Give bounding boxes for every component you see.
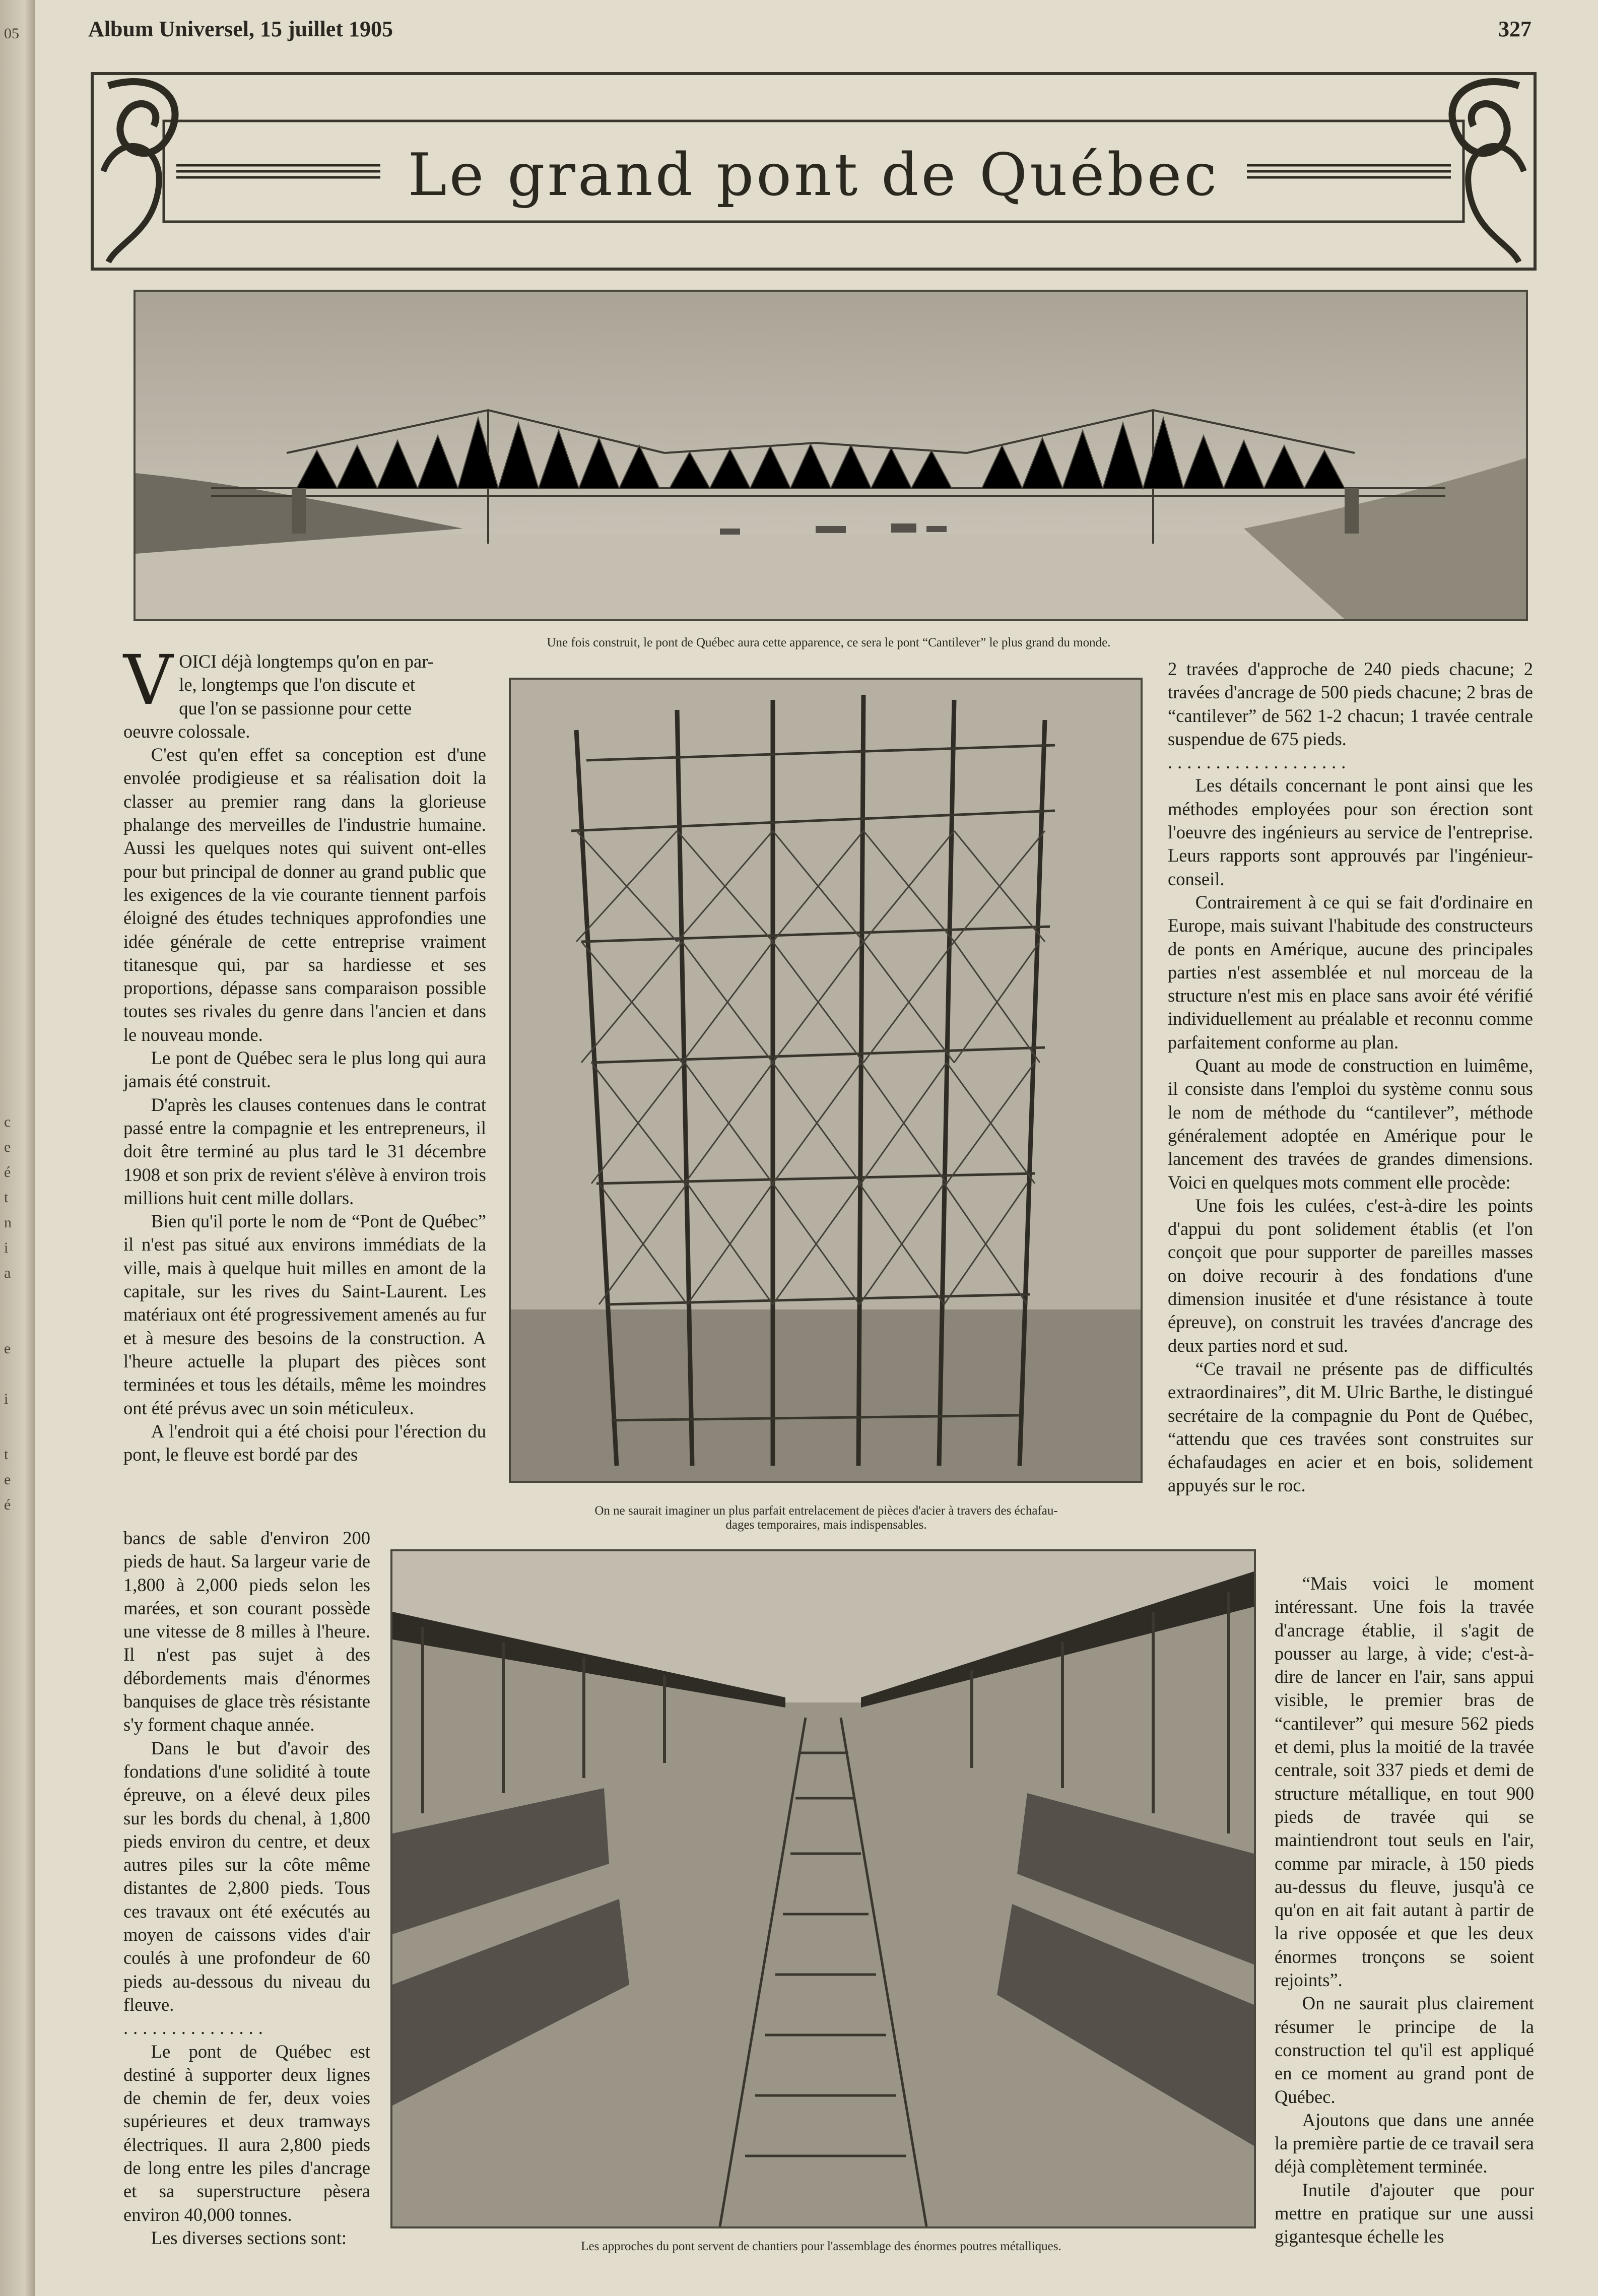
binding-text-fragment: t: [4, 1446, 9, 1463]
column-1-lower: [123, 1527, 370, 2250]
paragraph: 2 travées d'approche de 240 pieds chacune; 2 travées d'ancrage de 500 pieds chacune; 2 bras de “cantilever” de 562 1-2 chacun; 1 travée centrale suspendue de 675 pieds.: [1168, 659, 1533, 749]
bridge-panorama-photo: [134, 290, 1528, 621]
binding-text-fragment: é: [4, 1164, 11, 1180]
column-1-upper: [123, 641, 486, 1466]
paragraph: Les détails concernant le pont ainsi que les méthodes employées pour son érection sont l'oeuvre des ingénieurs au service de l'entreprise. Leurs rapports sont approuvés par l'ingénieur-conseil.: [1168, 775, 1533, 889]
panorama-caption: Une fois construit, le pont de Québec aura cette apparence, ce sera le pont “Cantilever” le plus grand du monde.: [547, 636, 1111, 649]
ellipsis-separator: ...............: [123, 2017, 268, 2039]
text-line: le, longtemps que l'on discute et: [179, 674, 416, 695]
column-3-upper: [1168, 658, 1533, 1497]
scaffolding-photo: [509, 678, 1143, 1483]
article-title: Le grand pont de Québec: [408, 141, 1220, 209]
title-banner: [88, 71, 1539, 272]
girder-yard-photo: [390, 1549, 1256, 2228]
book-binding-edge: [0, 0, 35, 2296]
text-line: que l'on se passionne pour cette: [179, 697, 412, 718]
paragraph: Le pont de Québec est destiné à supporter deux lignes de chemin de fer, deux voies supérieures et deux tramways électriques. Il aura 2,800 pieds de long entre les piles d'ancrage et sa superstructure pèsera environ 40,000 tonnes.: [123, 2041, 370, 2225]
paragraph: Dans le but d'avoir des fondations d'une solidité à toute épreuve, on a élevé deux piles sur les bords du chenal, à 1,800 pieds environ du centre, et deux autres piles sur la côte même distantes de 2,800 pieds. Tous ces travaux ont été exécutés au moyen de caissons vides d'air coulés à une profondeur de 60 pieds au-dessous du niveau du fleuve.: [123, 1737, 370, 2015]
paragraph: D'après les clauses contenues dans le contrat passé entre la compagnie et les entrepreneurs, il doit être terminé au plus tard le 31 décembre 1908 et son prix de revient s'élève à environ trois millions huit cent mille dollars.: [123, 1094, 486, 1208]
binding-text-fragment: c: [4, 1113, 11, 1130]
paragraph: Bien qu'il porte le nom de “Pont de Québec” il n'est pas situé aux environs immédiats de la ville, mais à quelque huit milles en amont de la capitale, sur les rives du Saint-Laurent. Les matériaux ont été progressivement amenés au fur et à mesure des besoins de la construction. A l'heure actuelle la plupart des pièces sont terminées et tous les détails, même les moindres ont été prévus avec un soin méticuleux.: [123, 1211, 486, 1418]
binding-text-fragment: a: [4, 1265, 11, 1281]
caption-line: On ne saurait imaginer un plus parfait entrelacement de pièces d'acier à travers des échafau-: [594, 1504, 1058, 1518]
paragraph: “Ce travail ne présente pas de difficultés extraordinaires”, dit M. Ulric Barthe, le distingué secrétaire de la compagnie du Pont de Québec, “attendu que ces travées sont construites sur échafaudages en acier et en bois, solidement appuyés sur le roc.: [1168, 1358, 1533, 1496]
paragraph: On ne saurait plus clairement résumer le principe de la construction tel qu'il est appliqué en ce moment au grand pont de Québec.: [1275, 1993, 1534, 2107]
binding-text-fragment: 05: [4, 25, 19, 42]
scaffolding-caption: [494, 1504, 1159, 1532]
ellipsis-separator: ...................: [1168, 752, 1351, 773]
drop-cap: V: [123, 641, 173, 720]
paragraph: Le pont de Québec sera le plus long qui aura jamais été construit.: [123, 1047, 486, 1092]
binding-text-fragment: e: [4, 1139, 11, 1155]
caption-line: dages temporaires, mais indispensables.: [725, 1518, 927, 1532]
binding-text-fragment: i: [4, 1391, 9, 1407]
text-line: OICI déjà longtemps qu'on en par-: [179, 651, 434, 672]
binding-text-fragment: t: [4, 1189, 9, 1206]
binding-text-fragment: é: [4, 1496, 11, 1513]
binding-text-fragment: e: [4, 1340, 11, 1357]
running-head: [88, 16, 1532, 46]
page-number: 327: [1498, 17, 1532, 41]
paragraph: Les diverses sections sont:: [151, 2227, 347, 2248]
binding-text-fragment: i: [4, 1239, 9, 1256]
text-line: oeuvre colossale.: [123, 720, 250, 742]
paragraph: Quant au mode de construction en luimême, il consiste dans l'emploi du système connu sous le nom de méthode du “cantilever”, méthode généralement adoptée en Amérique pour le lancement des travées de grandes dimensions. Voici en quelques mots comment elle procède:: [1168, 1055, 1533, 1193]
binding-text-fragment: e: [4, 1471, 11, 1488]
publication-date: Album Universel, 15 juillet 1905: [88, 17, 393, 41]
paragraph: Contrairement à ce qui se fait d'ordinaire en Europe, mais suivant l'habitude des constructeurs de ponts en Amérique, aucune des principales parties n'est assemblée et nul morceau de la structure n'est mis en place sans avoir été vérifié individuellement au préalable et reconnu comme parfaitement conforme au plan.: [1168, 891, 1533, 1053]
binding-text-fragment: n: [4, 1214, 12, 1231]
paragraph: Ajoutons que dans une année la première partie de ce travail sera déjà complètement terminée.: [1275, 2109, 1534, 2177]
girder-yard-caption: Les approches du pont servent de chantiers pour l'assemblage des énormes poutres métalliques.: [581, 2240, 1061, 2253]
paragraph: Une fois les culées, c'est-à-dire les points d'appui du pont solidement établis (et l'on conçoit que pour supporter de pareilles masses on doive recourir à des fondations d'une dimension inusitée et d'une résistance à toute épreuve), on construit les travées d'ancrage des deux parties nord et sud.: [1168, 1195, 1533, 1356]
column-3-lower: [1275, 1572, 1534, 2249]
paragraph: [123, 641, 486, 743]
paragraph: C'est qu'en effet sa conception est d'une envolée prodigieuse et sa réalisation doit la classer au premier rang dans la glorieuse phalange des merveilles de l'industrie humaine. Aussi les quelques notes qui suivent ont-elles pour but principal de donner au grand public que les exigences de la vie courante tiennent parfois éloigné des études techniques approfondies une idée générale de cette entreprise vraiment titanesque qui, par sa hardiesse et ses proportions, dépasse sans comparaison possible toutes ses rivales du genre dans l'ancien et dans le nouveau monde.: [123, 744, 486, 1045]
paragraph: Inutile d'ajouter que pour mettre en pratique sur une aussi gigantesque échelle les: [1275, 2179, 1534, 2247]
paragraph: “Mais voici le moment intéressant. Une fois la travée d'ancrage établie, il s'agit de pousser au large, à vide; c'est-à-dire de lancer en l'air, sans appui visible, le premier bras de “cantilever” qui mesure 562 pieds et demi, plus la moitié de la travée centrale, soit 337 pieds et demi de structure métallique, en tout 900 pieds de travée qui se maintiendront tout seuls en l'air, comme par miracle, à 150 pieds au-dessus du fleuve, jusqu'à ce qu'on en ait fait autant à partir de la rive opposée et que les deux énormes tronçons se soient rejoints”.: [1275, 1573, 1534, 1991]
paragraph: bancs de sable d'environ 200 pieds de haut. Sa largeur varie de 1,800 à 2,000 pieds selon les marées, et son courant possède une vitesse de 8 milles à l'heure. Il n'est pas sujet à des débordements mais d'énormes banquises de glace très résistante s'y forment chaque année.: [123, 1528, 370, 1735]
paragraph: A l'endroit qui a été choisi pour l'érection du pont, le fleuve est bordé par des: [123, 1420, 486, 1465]
